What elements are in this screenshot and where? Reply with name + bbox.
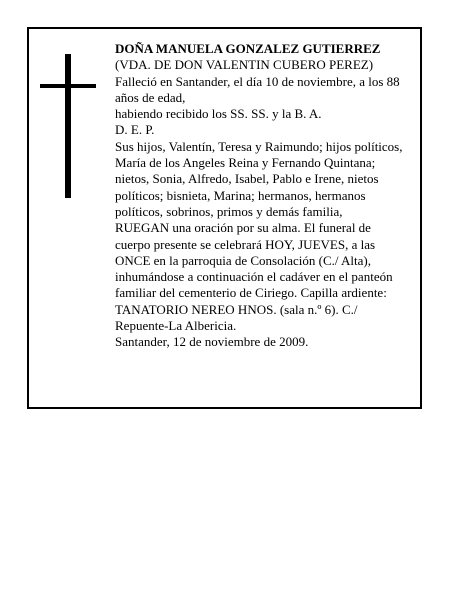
obituary-text: [115, 41, 415, 351]
obituary-line: inhumándose a continuación el cadáver en el panteón: [115, 269, 393, 285]
obituary-line: años de edad,: [115, 89, 186, 105]
obituary-line: cuerpo presente se celebrará HOY, JUEVES, a las: [115, 236, 376, 252]
obituary-line: Falleció en Santander, el día 10 de noviembre, a los 88: [115, 73, 400, 89]
cross-horizontal-bar: [40, 84, 96, 88]
deceased-name: DOÑA MANUELA GONZALEZ GUTIERREZ: [115, 41, 381, 56]
obituary-line: ONCE en la parroquia de Consolación (C./ Alta),: [115, 252, 371, 268]
obituary-line: María de los Angeles Reina y Fernando Quintana;: [115, 155, 376, 171]
obituary-notice-frame: [27, 27, 422, 409]
obituary-line: Sus hijos, Valentín, Teresa y Raimundo; hijos políticos,: [115, 138, 403, 154]
obituary-line: políticos; bisnieta, Marina; hermanos, hermanos: [115, 187, 366, 203]
obituary-line: Santander, 12 de noviembre de 2009.: [115, 334, 309, 350]
obituary-line: familiar del cementerio de Ciriego. Capilla ardiente:: [115, 285, 387, 301]
cross-vertical-bar: [65, 54, 71, 198]
obituary-line: nietos, Sonia, Alfredo, Isabel, Pablo e Irene, nietos: [115, 171, 379, 187]
obituary-line: políticos, sobrinos, primos y demás familia,: [115, 203, 343, 219]
obituary-line: D. E. P.: [115, 122, 155, 138]
widow-of-line: (VDA. DE DON VALENTIN CUBERO PEREZ): [115, 57, 374, 73]
obituary-line: RUEGAN una oración por su alma. El funeral de: [115, 220, 371, 236]
obituary-line: TANATORIO NEREO HNOS. (sala n.º 6). C./: [115, 301, 358, 317]
obituary-line: habiendo recibido los SS. SS. y la B. A.: [115, 106, 322, 122]
obituary-line: Repuente-La Albericia.: [115, 318, 237, 334]
latin-cross-icon: [40, 54, 96, 198]
